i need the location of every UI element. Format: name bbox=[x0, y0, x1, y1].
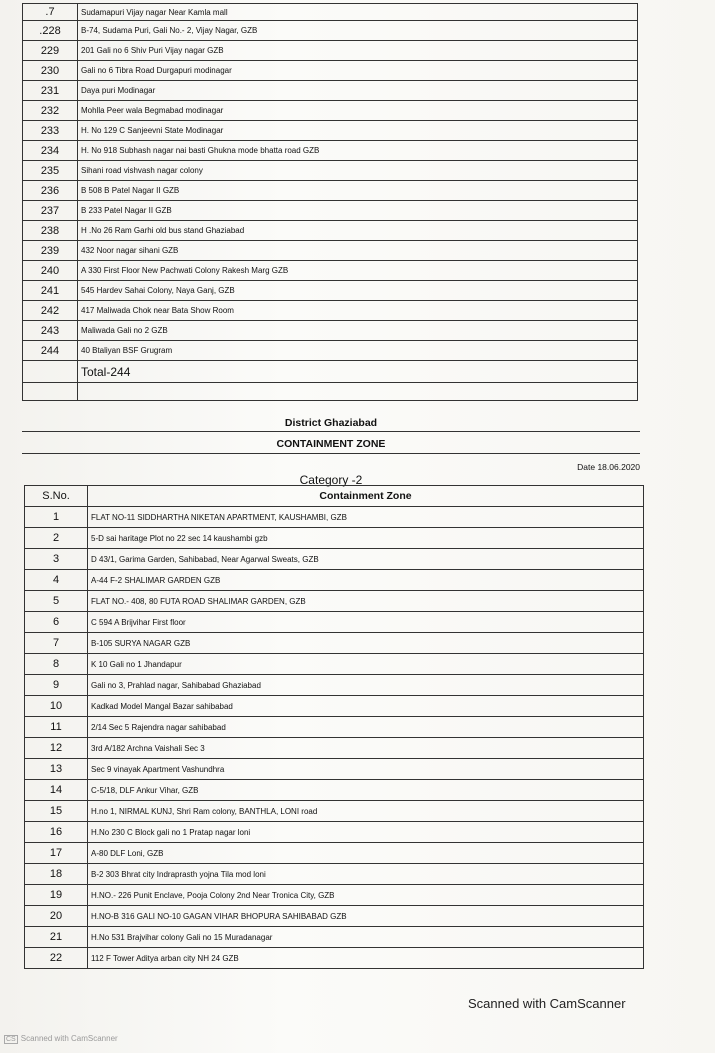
table-row bbox=[23, 81, 638, 101]
row-address: 112 F Tower Aditya arban city NH 24 GZB bbox=[88, 948, 644, 969]
row-address: H.NO-B 316 GALI NO-10 GAGAN VIHAR BHOPURA SAHIBABAD GZB bbox=[88, 906, 644, 927]
row-number: 20 bbox=[25, 906, 88, 927]
row-address: A-44 F-2 SHALIMAR GARDEN GZB bbox=[88, 570, 644, 591]
row-address: B 508 B Patel Nagar II GZB bbox=[78, 181, 638, 201]
row-number: 16 bbox=[25, 822, 88, 843]
row-number: 6 bbox=[25, 612, 88, 633]
row-number: 231 bbox=[23, 81, 78, 101]
row-number: 244 bbox=[23, 341, 78, 361]
row-number: 19 bbox=[25, 885, 88, 906]
sno-header: S.No. bbox=[25, 486, 88, 507]
row-number: 237 bbox=[23, 201, 78, 221]
camscanner-logo-icon: CS bbox=[6, 1036, 16, 1043]
row-number: 10 bbox=[25, 696, 88, 717]
row-number: 1 bbox=[25, 507, 88, 528]
table-row bbox=[23, 321, 638, 341]
table-row bbox=[25, 654, 644, 675]
table-row bbox=[23, 201, 638, 221]
row-number: 235 bbox=[23, 161, 78, 181]
row-address: C 594 A Brijvihar First floor bbox=[88, 612, 644, 633]
table-row bbox=[25, 780, 644, 801]
total-row bbox=[23, 361, 638, 383]
table-row bbox=[25, 801, 644, 822]
table-row bbox=[25, 927, 644, 948]
empty-row bbox=[23, 383, 638, 401]
row-number bbox=[23, 361, 78, 383]
row-address bbox=[78, 383, 638, 401]
zone-header: Containment Zone bbox=[88, 486, 644, 507]
row-address: Kadkad Model Mangal Bazar sahibabad bbox=[88, 696, 644, 717]
row-number: 21 bbox=[25, 927, 88, 948]
row-number: 239 bbox=[23, 241, 78, 261]
row-address: H.NO.- 226 Punit Enclave, Pooja Colony 2nd Near Tronica City, GZB bbox=[88, 885, 644, 906]
table-row bbox=[23, 261, 638, 281]
row-address: D 43/1, Garima Garden, Sahibabad, Near Agarwal Sweats, GZB bbox=[88, 549, 644, 570]
table-row bbox=[25, 906, 644, 927]
row-address: Daya puri Modinagar bbox=[78, 81, 638, 101]
row-number: 236 bbox=[23, 181, 78, 201]
table-row bbox=[25, 864, 644, 885]
table-row bbox=[23, 341, 638, 361]
row-number: 234 bbox=[23, 141, 78, 161]
watermark-text: Scanned with CamScanner bbox=[20, 1034, 118, 1043]
row-number: 8 bbox=[25, 654, 88, 675]
table-row bbox=[23, 4, 638, 21]
table-row bbox=[25, 948, 644, 969]
table-row bbox=[25, 885, 644, 906]
row-address: Gali no 6 Tibra Road Durgapuri modinagar bbox=[78, 61, 638, 81]
row-address: H.no 1, NIRMAL KUNJ, Shri Ram colony, BANTHLA, LONI road bbox=[88, 801, 644, 822]
table-row bbox=[25, 759, 644, 780]
table-row bbox=[25, 570, 644, 591]
table-row bbox=[25, 696, 644, 717]
row-number: 9 bbox=[25, 675, 88, 696]
row-number: 15 bbox=[25, 801, 88, 822]
table-row bbox=[23, 101, 638, 121]
row-number: 22 bbox=[25, 948, 88, 969]
row-address: H .No 26 Ram Garhi old bus stand Ghaziabad bbox=[78, 221, 638, 241]
row-address: 432 Noor nagar sihani GZB bbox=[78, 241, 638, 261]
table-row bbox=[25, 822, 644, 843]
table-row bbox=[25, 612, 644, 633]
table-row bbox=[25, 717, 644, 738]
table-row bbox=[23, 181, 638, 201]
row-address: B-74, Sudama Puri, Gali No.- 2, Vijay Nagar, GZB bbox=[78, 21, 638, 41]
row-address: Mohlla Peer wala Begmabad modinagar bbox=[78, 101, 638, 121]
row-address: 2/14 Sec 5 Rajendra nagar sahibabad bbox=[88, 717, 644, 738]
table-row bbox=[23, 221, 638, 241]
row-address: Sihani road vishvash nagar colony bbox=[78, 161, 638, 181]
total-label: Total-244 bbox=[78, 361, 638, 383]
row-address: H.No 230 C Block gali no 1 Pratap nagar loni bbox=[88, 822, 644, 843]
row-number: 243 bbox=[23, 321, 78, 341]
table-row bbox=[23, 281, 638, 301]
row-number: 17 bbox=[25, 843, 88, 864]
row-address: Sudamapuri Vijay nagar Near Kamla mall bbox=[78, 4, 638, 21]
table-row bbox=[25, 633, 644, 654]
table-header-row bbox=[25, 486, 644, 507]
row-number: 5 bbox=[25, 591, 88, 612]
row-number: 230 bbox=[23, 61, 78, 81]
row-number: 229 bbox=[23, 41, 78, 61]
containment-zone-table bbox=[24, 485, 644, 969]
row-address: 3rd A/182 Archna Vaishali Sec 3 bbox=[88, 738, 644, 759]
table-row bbox=[25, 549, 644, 570]
row-address: Gali no 3, Prahlad nagar, Sahibabad Ghaziabad bbox=[88, 675, 644, 696]
table-row bbox=[25, 675, 644, 696]
row-number: 238 bbox=[23, 221, 78, 241]
row-address: Maliwada Gali no 2 GZB bbox=[78, 321, 638, 341]
camscanner-text: Scanned with CamScanner bbox=[468, 996, 626, 1011]
row-address: Sec 9 vinayak Apartment Vashundhra bbox=[88, 759, 644, 780]
camscanner-watermark bbox=[4, 1034, 118, 1044]
table-row bbox=[23, 21, 638, 41]
row-number: 13 bbox=[25, 759, 88, 780]
category-heading: Category -2 bbox=[299, 473, 363, 487]
table-row bbox=[23, 161, 638, 181]
table-row bbox=[23, 41, 638, 61]
row-number: 242 bbox=[23, 301, 78, 321]
row-address: H.No 531 Brajvihar colony Gali no 15 Muradanagar bbox=[88, 927, 644, 948]
row-number: 233 bbox=[23, 121, 78, 141]
row-address: A-80 DLF Loni, GZB bbox=[88, 843, 644, 864]
row-number: 14 bbox=[25, 780, 88, 801]
row-address: 201 Gali no 6 Shiv Puri Vijay nagar GZB bbox=[78, 41, 638, 61]
row-address: H. No 129 C Sanjeevni State Modinagar bbox=[78, 121, 638, 141]
table-row bbox=[23, 241, 638, 261]
row-number: 2 bbox=[25, 528, 88, 549]
district-heading: District Ghaziabad bbox=[22, 413, 640, 432]
row-number: 12 bbox=[25, 738, 88, 759]
table-row bbox=[23, 301, 638, 321]
table-row bbox=[25, 507, 644, 528]
row-number: .228 bbox=[23, 21, 78, 41]
containment-zone-heading: CONTAINMENT ZONE bbox=[22, 432, 640, 454]
row-number: 18 bbox=[25, 864, 88, 885]
row-address: B-105 SURYA NAGAR GZB bbox=[88, 633, 644, 654]
table-row bbox=[25, 843, 644, 864]
date-label: Date 18.06.2020 bbox=[577, 462, 640, 472]
table-row bbox=[23, 121, 638, 141]
row-number: .7 bbox=[23, 4, 78, 21]
row-address: 417 Maliwada Chok near Bata Show Room bbox=[78, 301, 638, 321]
row-number: 4 bbox=[25, 570, 88, 591]
row-address: B 233 Patel Nagar II GZB bbox=[78, 201, 638, 221]
row-number: 232 bbox=[23, 101, 78, 121]
row-number: 11 bbox=[25, 717, 88, 738]
row-address: FLAT NO-11 SIDDHARTHA NIKETAN APARTMENT, KAUSHAMBI, GZB bbox=[88, 507, 644, 528]
row-number: 7 bbox=[25, 633, 88, 654]
row-address: 40 Btaliyan BSF Grugram bbox=[78, 341, 638, 361]
row-number bbox=[23, 383, 78, 401]
table-row bbox=[25, 738, 644, 759]
row-address: H. No 918 Subhash nagar nai basti Ghukna mode bhatta road GZB bbox=[78, 141, 638, 161]
row-address: K 10 Gali no 1 Jhandapur bbox=[88, 654, 644, 675]
row-address: B-2 303 Bhrat city Indraprasth yojna Tila mod loni bbox=[88, 864, 644, 885]
row-number: 240 bbox=[23, 261, 78, 281]
addresses-table-part1 bbox=[22, 3, 638, 401]
table-row bbox=[25, 591, 644, 612]
row-address: FLAT NO.- 408, 80 FUTA ROAD SHALIMAR GARDEN, GZB bbox=[88, 591, 644, 612]
row-address: 545 Hardev Sahai Colony, Naya Ganj, GZB bbox=[78, 281, 638, 301]
row-number: 3 bbox=[25, 549, 88, 570]
row-address: A 330 First Floor New Pachwati Colony Rakesh Marg GZB bbox=[78, 261, 638, 281]
row-number: 241 bbox=[23, 281, 78, 301]
table-row bbox=[23, 141, 638, 161]
row-address: C-5/18, DLF Ankur Vihar, GZB bbox=[88, 780, 644, 801]
table-row bbox=[23, 61, 638, 81]
row-address: 5-D sai haritage Plot no 22 sec 14 kaushambi gzb bbox=[88, 528, 644, 549]
table-row bbox=[25, 528, 644, 549]
